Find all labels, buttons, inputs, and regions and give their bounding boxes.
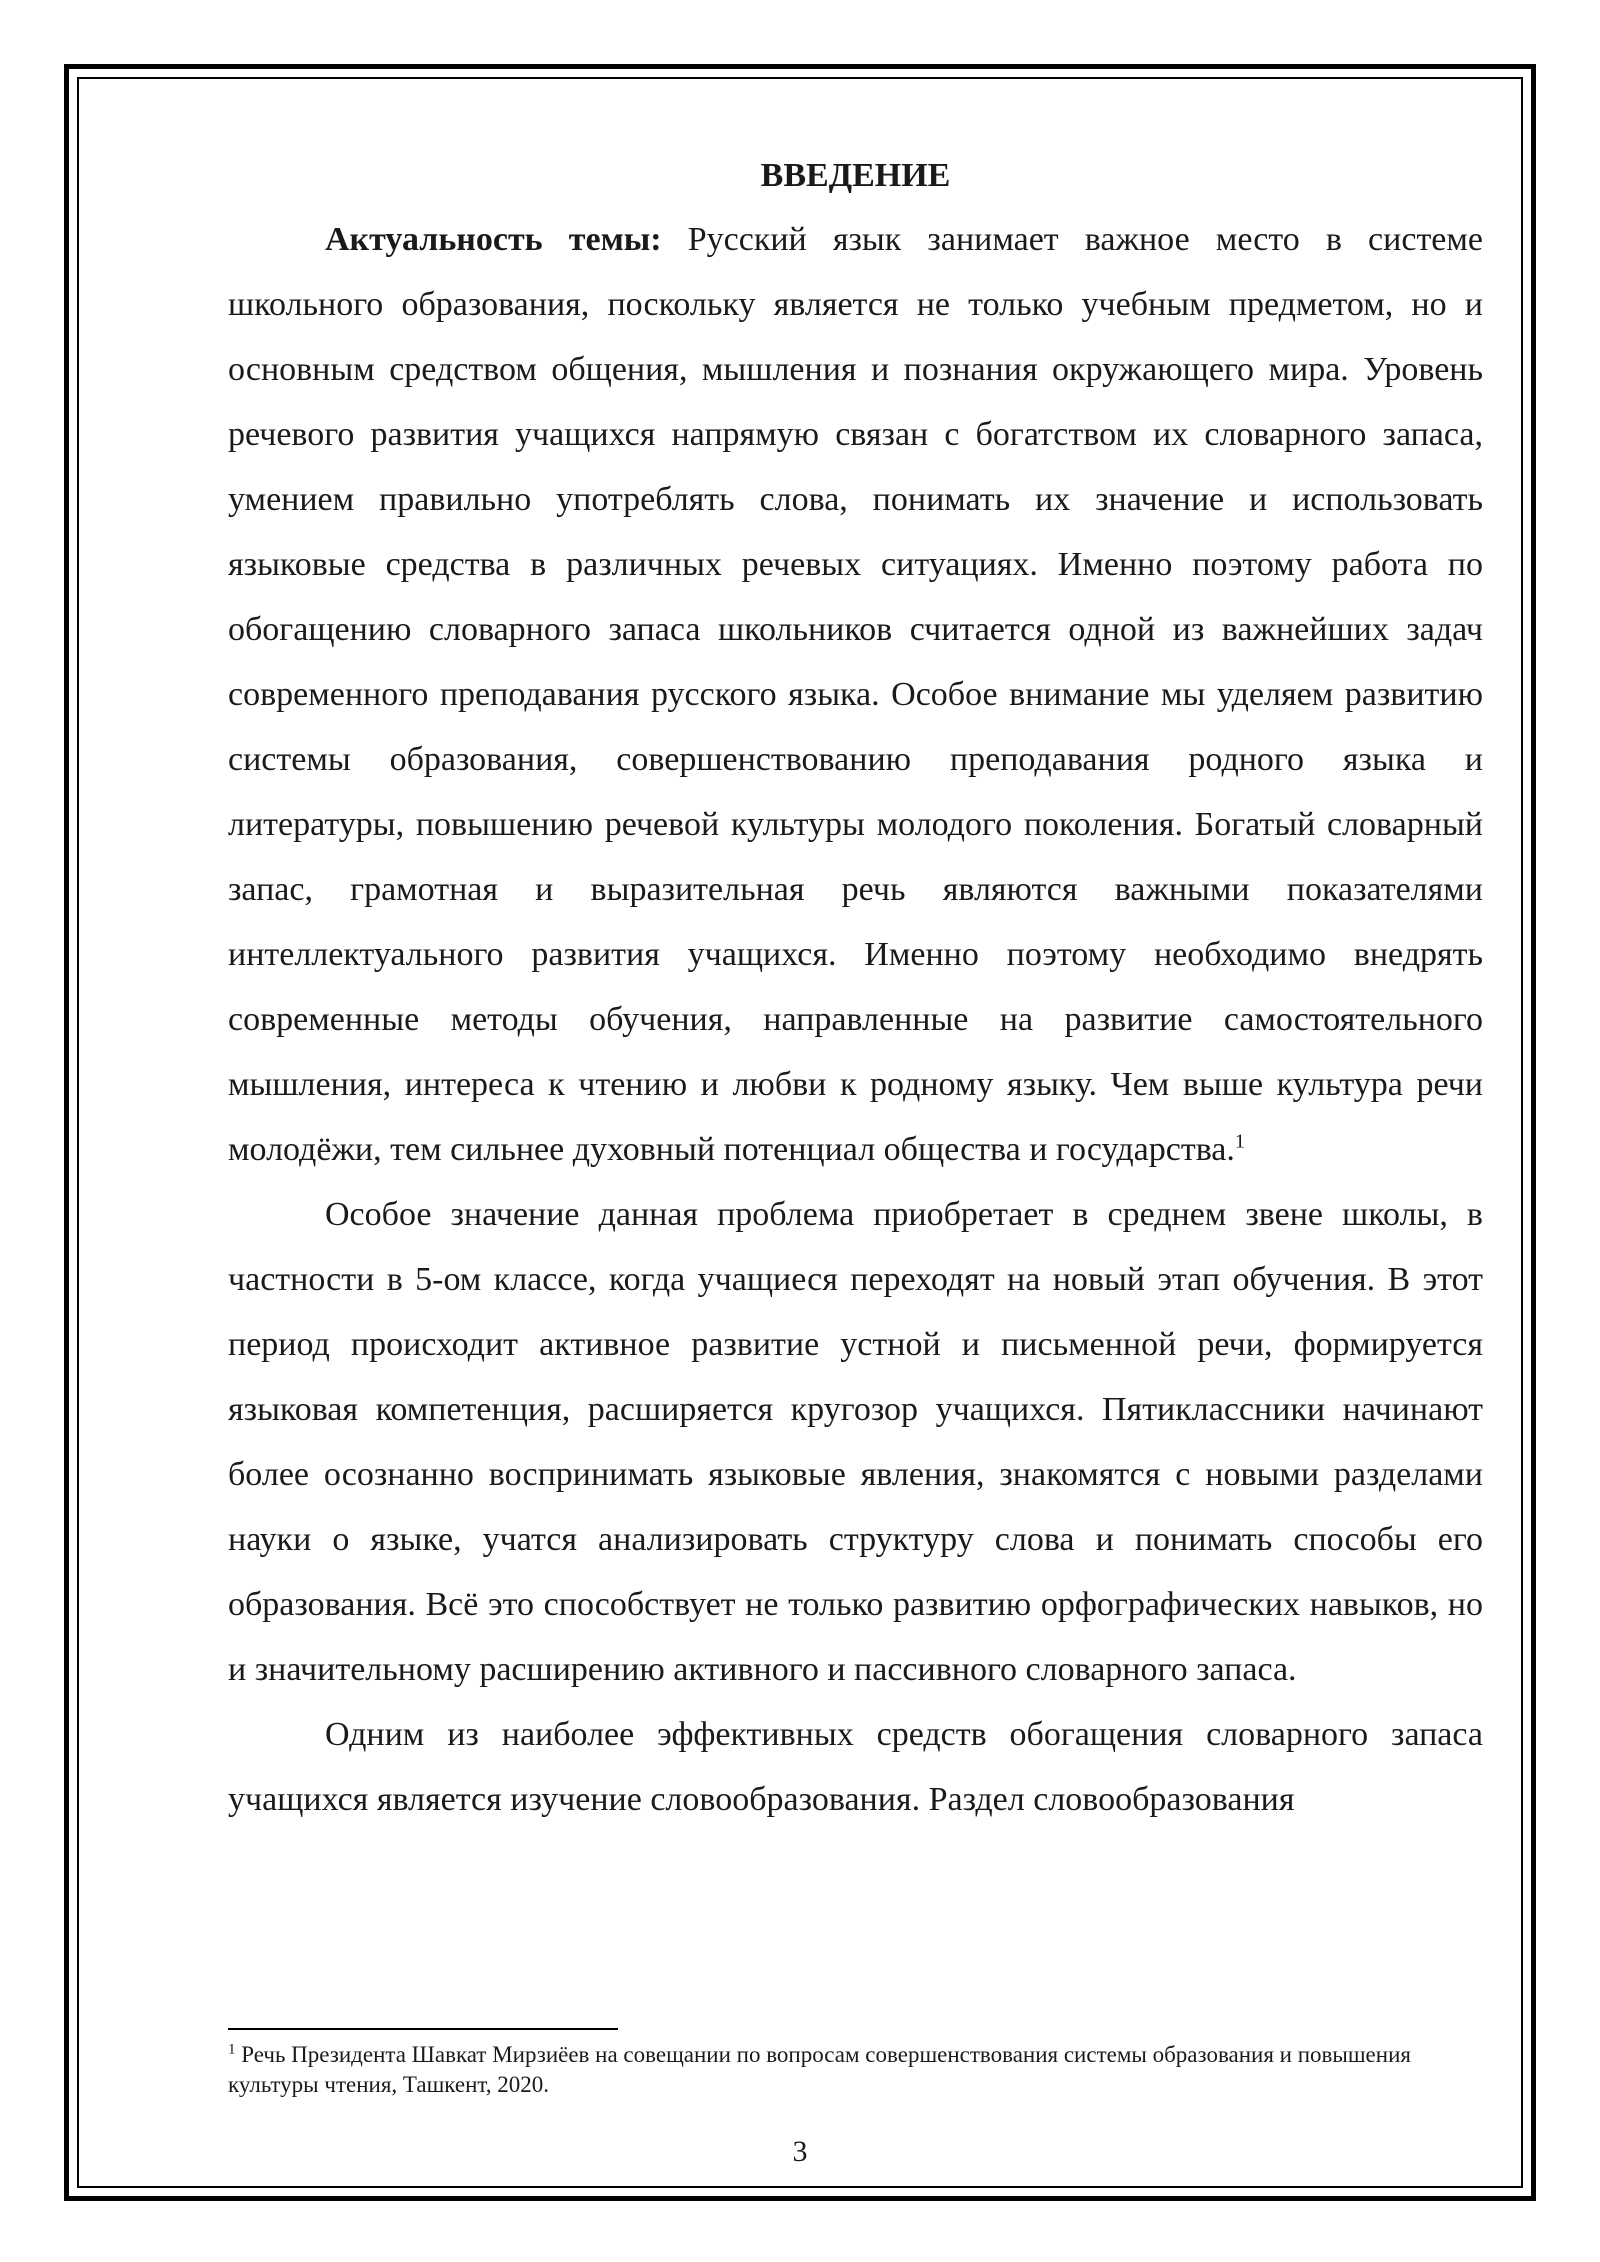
page-number: 3 bbox=[792, 2135, 808, 2168]
footnote bbox=[228, 2040, 1483, 2100]
footnote-mark: 1 bbox=[228, 2041, 236, 2058]
paragraph-text: Русский язык занимает важное место в системе школьного образования, поскольку является не только учебным предметом, но и основным средством общения, мышления и познания окружающего мира. Уровень речевого развития учащихся напрямую связан с богатством их словарного запаса, умением правильно употреблять слова, понимать их значение и использовать языковые средства в различных речевых ситуациях. Именно поэтому работа по обогащению словарного запаса школьников считается одной из важнейших задач современного преподавания русского языка. Особое внимание мы уделяем развитию системы образования, совершенствованию преподавания родного языка и литературы, повышению речевой культуры молодого поколения. Богатый словарный запас, грамотная и выразительная речь являются важными показателями интеллектуального развития учащихся. Именно поэтому необходимо внедрять современные методы обучения, направленные на развитие самостоятельного мышления, интереса к чтению и любви к родному языку. Чем выше культура речи молодёжи, тем сильнее духовный потенциал общества и государства. bbox=[228, 221, 1483, 1168]
footnote-text: Речь Президента Шавкат Мирзиёев на совещании по вопросам совершенствования системы образования и повышения культуры чтения, Ташкент, 2020. bbox=[228, 2042, 1411, 2097]
page-content bbox=[228, 148, 1483, 1832]
footnote-reference[interactable]: 1 bbox=[1234, 1130, 1245, 1153]
paragraph-lead: Актуальность темы: bbox=[325, 221, 662, 258]
section-heading: ВВЕДЕНИЕ bbox=[760, 157, 951, 194]
footnote-separator bbox=[228, 2028, 618, 2030]
paragraph-word-formation: Одним из наиболее эффективных средств обогащения словарного запаса учащихся является изучение словообразования. Раздел словообразования bbox=[228, 1716, 1483, 1818]
paragraph-fifth-grade: Особое значение данная проблема приобретает в среднем звене школы, в частности в 5-ом классе, когда учащиеся переходят на новый этап обучения. В этот период происходит активное развитие устной и письменной речи, формируется языковая компетенция, расширяется кругозор учащихся. Пятиклассники начинают более осознанно воспринимать языковые явления, знакомятся с новыми разделами науки о языке, учатся анализировать структуру слова и понимать способы его образования. Всё это способствует не только развитию орфографических навыков, но и значительному расширению активного и пассивного словарного запаса. bbox=[228, 1196, 1483, 1688]
paragraph-relevance bbox=[228, 207, 1483, 1182]
